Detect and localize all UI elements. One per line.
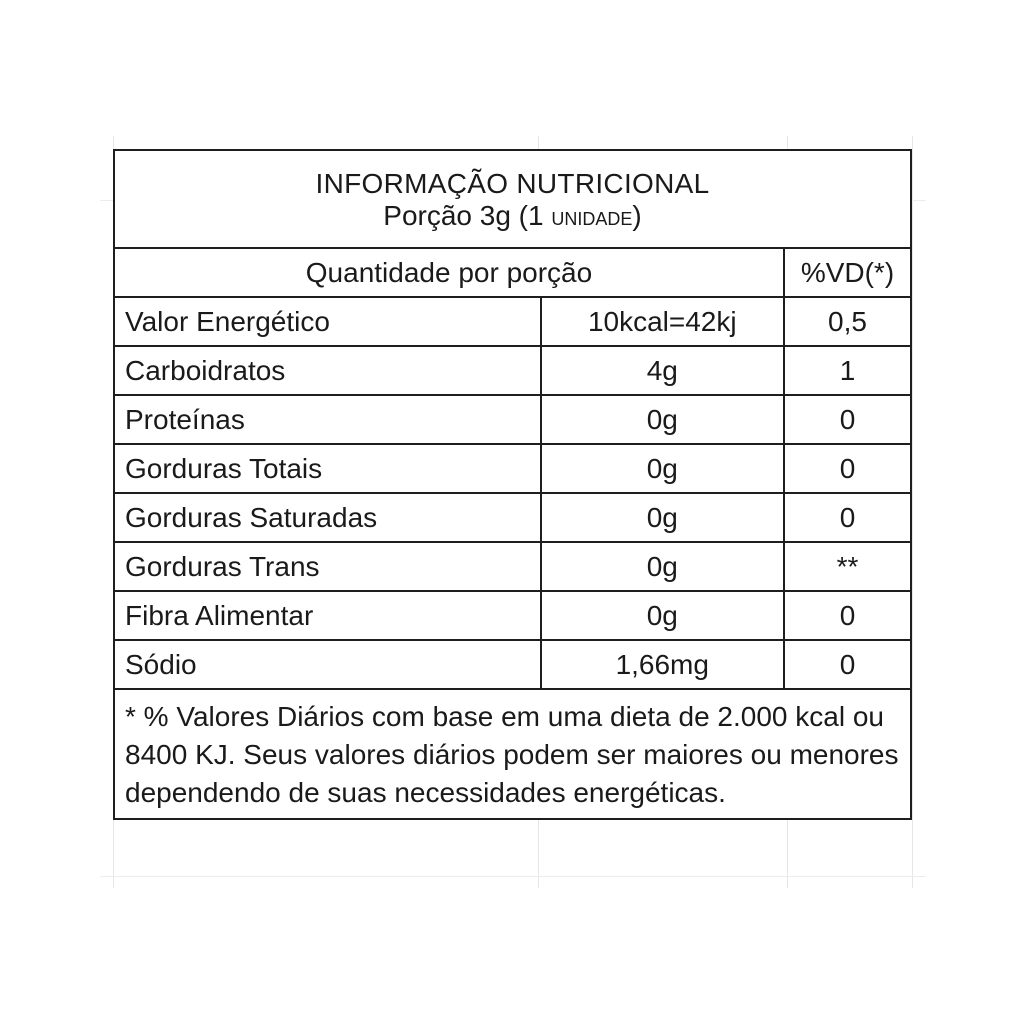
nutrient-name: Gorduras Totais [114,444,541,493]
portion-size [115,201,910,231]
table-row [114,640,911,689]
nutrient-vd: 0 [784,444,911,493]
nutrient-amount: 0g [541,591,784,640]
nutrient-amount: 1,66mg [541,640,784,689]
table-title: INFORMAÇÃO NUTRICIONAL [315,168,710,199]
nutrient-amount: 0g [541,493,784,542]
nutrient-amount: 0g [541,395,784,444]
nutrient-vd: 0 [784,395,911,444]
footnote-row [114,689,911,819]
nutrient-vd: 0,5 [784,297,911,346]
table-row [114,444,911,493]
nutrient-vd: 0 [784,493,911,542]
table-row [114,395,911,444]
grid-line [100,876,926,877]
nutrient-name: Fibra Alimentar [114,591,541,640]
table-row [114,591,911,640]
nutrient-name: Gorduras Saturadas [114,493,541,542]
nutrient-vd: 0 [784,591,911,640]
nutrient-amount: 0g [541,444,784,493]
nutrient-amount: 4g [541,346,784,395]
nutrient-name: Sódio [114,640,541,689]
nutrient-vd: 1 [784,346,911,395]
table-row [114,297,911,346]
table-header-row [114,150,911,248]
nutrient-vd: 0 [784,640,911,689]
quantity-header: Quantidade por porção [114,248,784,297]
nutrient-name: Valor Energético [114,297,541,346]
vd-header: %VD(*) [784,248,911,297]
nutrient-name: Proteínas [114,395,541,444]
nutrient-amount: 0g [541,542,784,591]
column-header-row [114,248,911,297]
table-row [114,493,911,542]
portion-prefix: Porção 3g (1 [383,200,544,231]
table-row [114,542,911,591]
table-row [114,346,911,395]
nutrient-name: Gorduras Trans [114,542,541,591]
nutrient-vd: ** [784,542,911,591]
nutrition-facts-table [113,149,912,820]
portion-unit: unidade [551,201,633,231]
nutrient-name: Carboidratos [114,346,541,395]
nutrient-amount: 10kcal=42kj [541,297,784,346]
table-title-cell [114,150,911,248]
grid-line [912,136,913,888]
footnote: * % Valores Diários com base em uma dieta de 2.000 kcal ou 8400 KJ. Seus valores diários podem ser maiores ou menores dependendo de suas necessidades energéticas. [114,689,911,819]
portion-suffix: ) [632,200,642,231]
